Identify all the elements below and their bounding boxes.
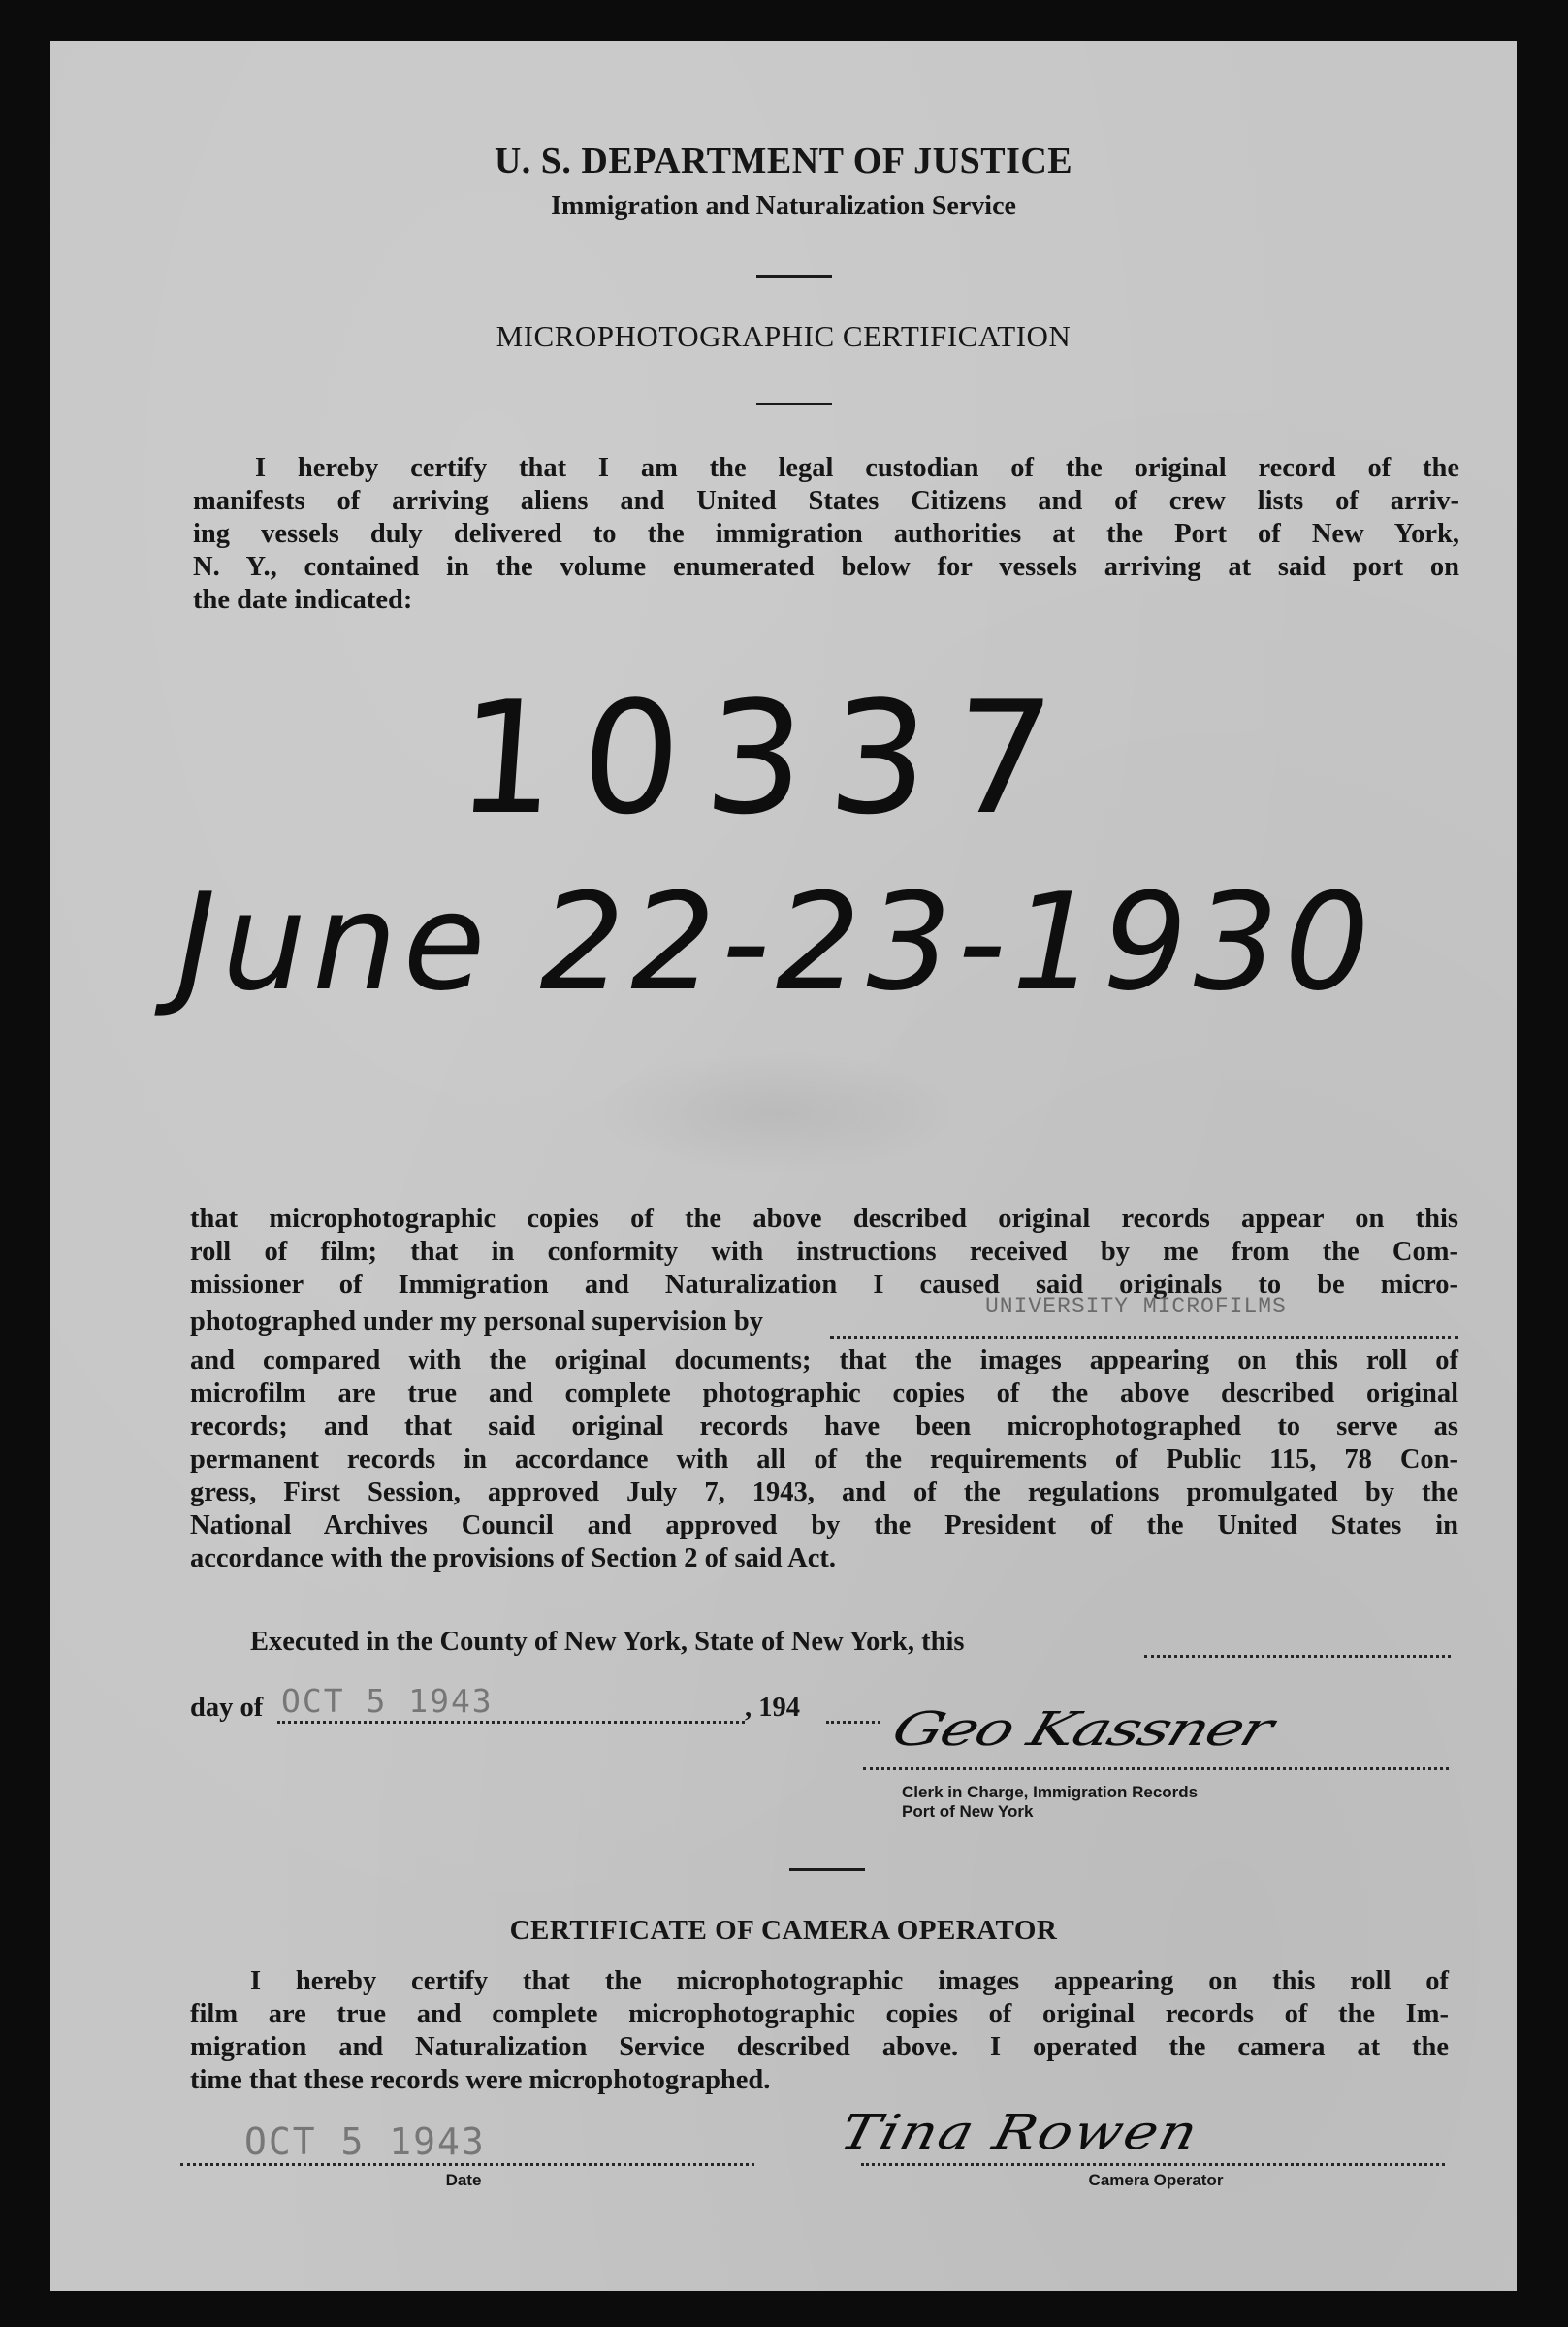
body-line: accordance with the provisions of Section 2 of said Act. [190,1543,837,1573]
body-line: and compared with the original documents; that the images appearing on this roll of [190,1345,1458,1375]
body-paragraph [190,1203,1458,1575]
clerk-signature-dotted-line [863,1767,1449,1770]
certificate-page [50,41,1517,2291]
camera-line: I hereby certify that the microphotographic images appearing on this roll of [250,1966,1449,1996]
camera-paragraph [190,1965,1449,2097]
divider-top [756,275,832,278]
supervision-line [190,1294,1458,1344]
body-line: roll of film; that in conformity with instructions received by me from the Com- [190,1237,1458,1267]
camera-date-label: Date [445,2171,482,2189]
year-prefix: , 194 [745,1693,800,1723]
clerk-title-line-2: Port of New York [902,1802,1034,1821]
executed-dotted-line [1144,1655,1451,1658]
handwritten-dates: June 22-23-1930 [176,864,1376,1020]
body-line: records; and that said original records have been microphotographed to serve as [190,1411,1458,1441]
camera-operator-dotted-line [861,2163,1445,2166]
body-line: missioner of Immigration and Naturalization I caused said originals to be micro- [190,1270,1458,1300]
service-subheading: Immigration and Naturalization Service [551,191,1016,221]
clerk-signature: Geo Kassner [884,1702,1279,1757]
divider-below-title [756,403,832,405]
camera-operator-label: Camera Operator [1088,2171,1224,2189]
day-of-dotted-line [277,1721,745,1724]
year-dotted-line [826,1721,880,1724]
divider-camera-section [789,1868,865,1871]
day-of-label: day of [190,1693,264,1723]
camera-line: time that these records were microphotographed. [190,2065,771,2095]
supervision-prefix: photographed under my personal supervision by [190,1307,763,1337]
camera-certificate-title: CERTIFICATE OF CAMERA OPERATOR [509,1915,1058,1946]
supervision-dotted-line [830,1336,1458,1339]
intro-line: N. Y., contained in the volume enumerated below for vessels arriving at said port on [193,552,1459,582]
handwritten-volume-number: 10337 [451,667,1084,849]
executed-text: Executed in the County of New York, State of New York, this [250,1627,965,1657]
body-line: permanent records in accordance with all of the requirements of Public 115, 78 Con- [190,1444,1458,1474]
certification-title: MICROPHOTOGRAPHIC CERTIFICATION [496,319,1072,353]
date-stamp: OCT 5 1943 [281,1682,494,1720]
intro-line: the date indicated: [193,585,413,615]
department-heading: U. S. DEPARTMENT OF JUSTICE [494,141,1073,181]
body-line: microfilm are true and complete photographic copies of the above described original [190,1378,1458,1408]
intro-line: I hereby certify that I am the legal custodian of the original record of the [255,453,1459,483]
intro-line: manifests of arriving aliens and United States Citizens and of crew lists of arriv- [193,486,1459,516]
executed-line [250,1626,964,1659]
bleed-through-mark [593,1050,962,1176]
camera-date-stamp: OCT 5 1943 [244,2120,486,2163]
camera-line: film are true and complete microphotographic copies of original records of the Im- [190,1999,1449,2029]
body-line: gress, First Session, approved July 7, 1943, and of the regulations promulgated by the [190,1477,1458,1507]
clerk-title-line-1: Clerk in Charge, Immigration Records [902,1783,1199,1801]
camera-line: migration and Naturalization Service described above. I operated the camera at the [190,2032,1449,2062]
body-line: National Archives Council and approved by the President of the United States in [190,1510,1458,1540]
intro-line: ing vessels duly delivered to the immigration authorities at the Port of New York, [193,519,1459,549]
camera-date-dotted-line [180,2163,754,2166]
body-line: that microphotographic copies of the above described original records appear on this [190,1204,1458,1234]
camera-operator-signature: Tina Rowen [834,2104,1205,2160]
microfilm-company-stamp: UNIVERSITY MICROFILMS [985,1294,1287,1319]
intro-paragraph [193,452,1459,617]
